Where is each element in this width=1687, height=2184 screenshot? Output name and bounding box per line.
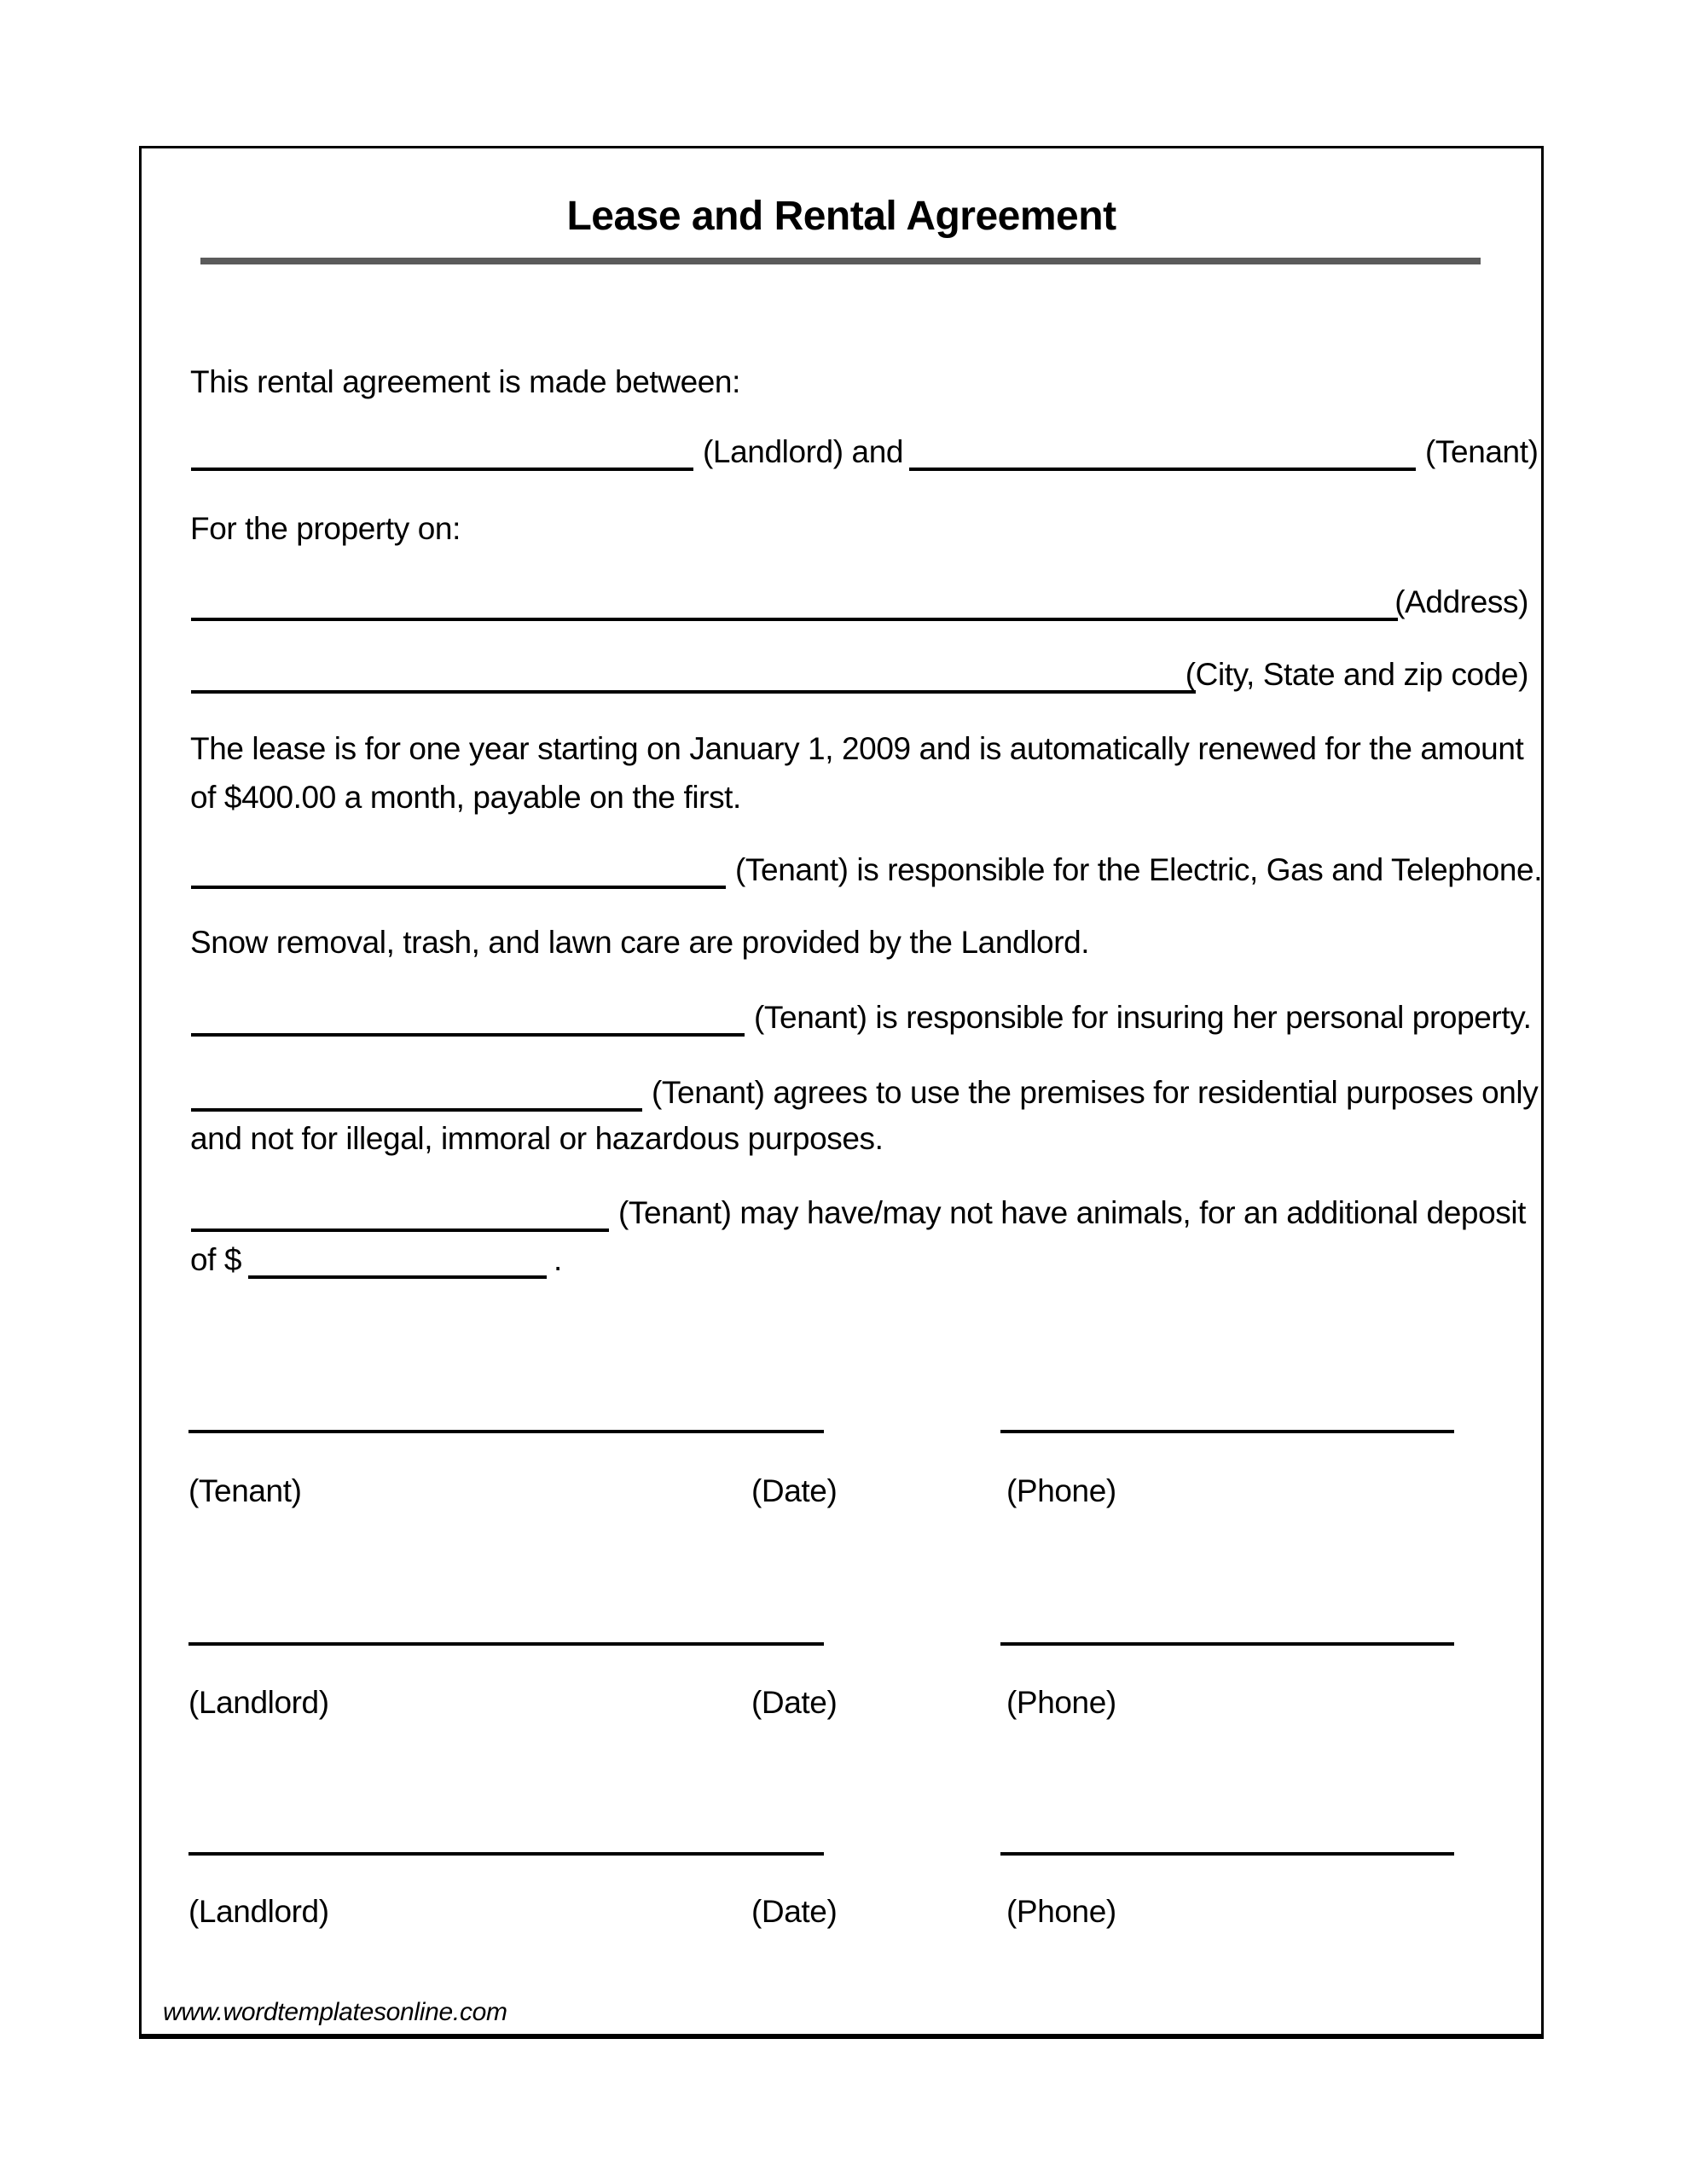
- city-state-zip-label: (City, State and zip code): [1185, 657, 1528, 692]
- landlord-phone-line: [1000, 1642, 1454, 1646]
- address-blank-line: [191, 618, 1398, 621]
- rent-amount-text: of $400.00 a month, payable on the first.: [190, 780, 741, 815]
- landlord2-date-label: (Date): [751, 1894, 838, 1929]
- title-divider-rule: [200, 258, 1481, 264]
- tenant-label: (Tenant): [1425, 434, 1539, 469]
- tenant-phone-line: [1000, 1430, 1454, 1433]
- deposit-amount-blank-line: [248, 1275, 547, 1279]
- tenant-date-label: (Date): [751, 1473, 838, 1508]
- residential-tenant-blank-line: [191, 1108, 642, 1112]
- document-page: [139, 146, 1544, 2039]
- landlord2-phone-label: (Phone): [1006, 1894, 1116, 1929]
- page-title: Lease and Rental Agreement: [566, 194, 1116, 239]
- property-heading: For the property on:: [190, 511, 461, 546]
- tenant-name-blank-line: [909, 468, 1416, 471]
- tenant-signature-label: (Tenant): [188, 1473, 302, 1508]
- deposit-of-text: of $: [190, 1242, 242, 1277]
- landlord-and-label: (Landlord) and: [703, 434, 904, 469]
- animals-tenant-blank-line: [191, 1228, 609, 1232]
- lease-term-text: The lease is for one year starting on January 1, 2009 and is automatically renewed for the amount: [190, 731, 1524, 766]
- landlord-name-blank-line: [191, 468, 693, 471]
- landlord2-signature-label: (Landlord): [188, 1894, 329, 1929]
- landlord2-signature-line: [188, 1852, 824, 1856]
- animals-deposit-text: (Tenant) may have/may not have animals, for an additional deposit: [618, 1195, 1527, 1230]
- tenant-phone-label: (Phone): [1006, 1473, 1116, 1508]
- utilities-responsibility-text: (Tenant) is responsible for the Electric, Gas and Telephone.: [735, 852, 1543, 887]
- utilities-tenant-blank-line: [191, 886, 726, 889]
- landlord-phone-label: (Phone): [1006, 1685, 1116, 1720]
- landlord2-phone-line: [1000, 1852, 1454, 1856]
- tenant-signature-line: [188, 1430, 824, 1433]
- footer-url: www.wordtemplatesonline.com: [163, 1998, 507, 2026]
- residential-use-text: (Tenant) agrees to use the premises for residential purposes only: [652, 1075, 1539, 1110]
- insurance-responsibility-text: (Tenant) is responsible for insuring her personal property.: [754, 1000, 1532, 1035]
- landlord-services-text: Snow removal, trash, and lawn care are provided by the Landlord.: [190, 925, 1090, 960]
- insurance-tenant-blank-line: [191, 1033, 745, 1037]
- illegal-use-text: and not for illegal, immoral or hazardous purposes.: [190, 1121, 884, 1156]
- city-state-zip-blank-line: [191, 690, 1196, 694]
- address-label: (Address): [1394, 584, 1528, 619]
- landlord-signature-label: (Landlord): [188, 1685, 329, 1720]
- landlord-signature-line: [188, 1642, 824, 1646]
- landlord-date-label: (Date): [751, 1685, 838, 1720]
- deposit-period-text: .: [554, 1242, 562, 1277]
- intro-text: This rental agreement is made between:: [190, 364, 740, 399]
